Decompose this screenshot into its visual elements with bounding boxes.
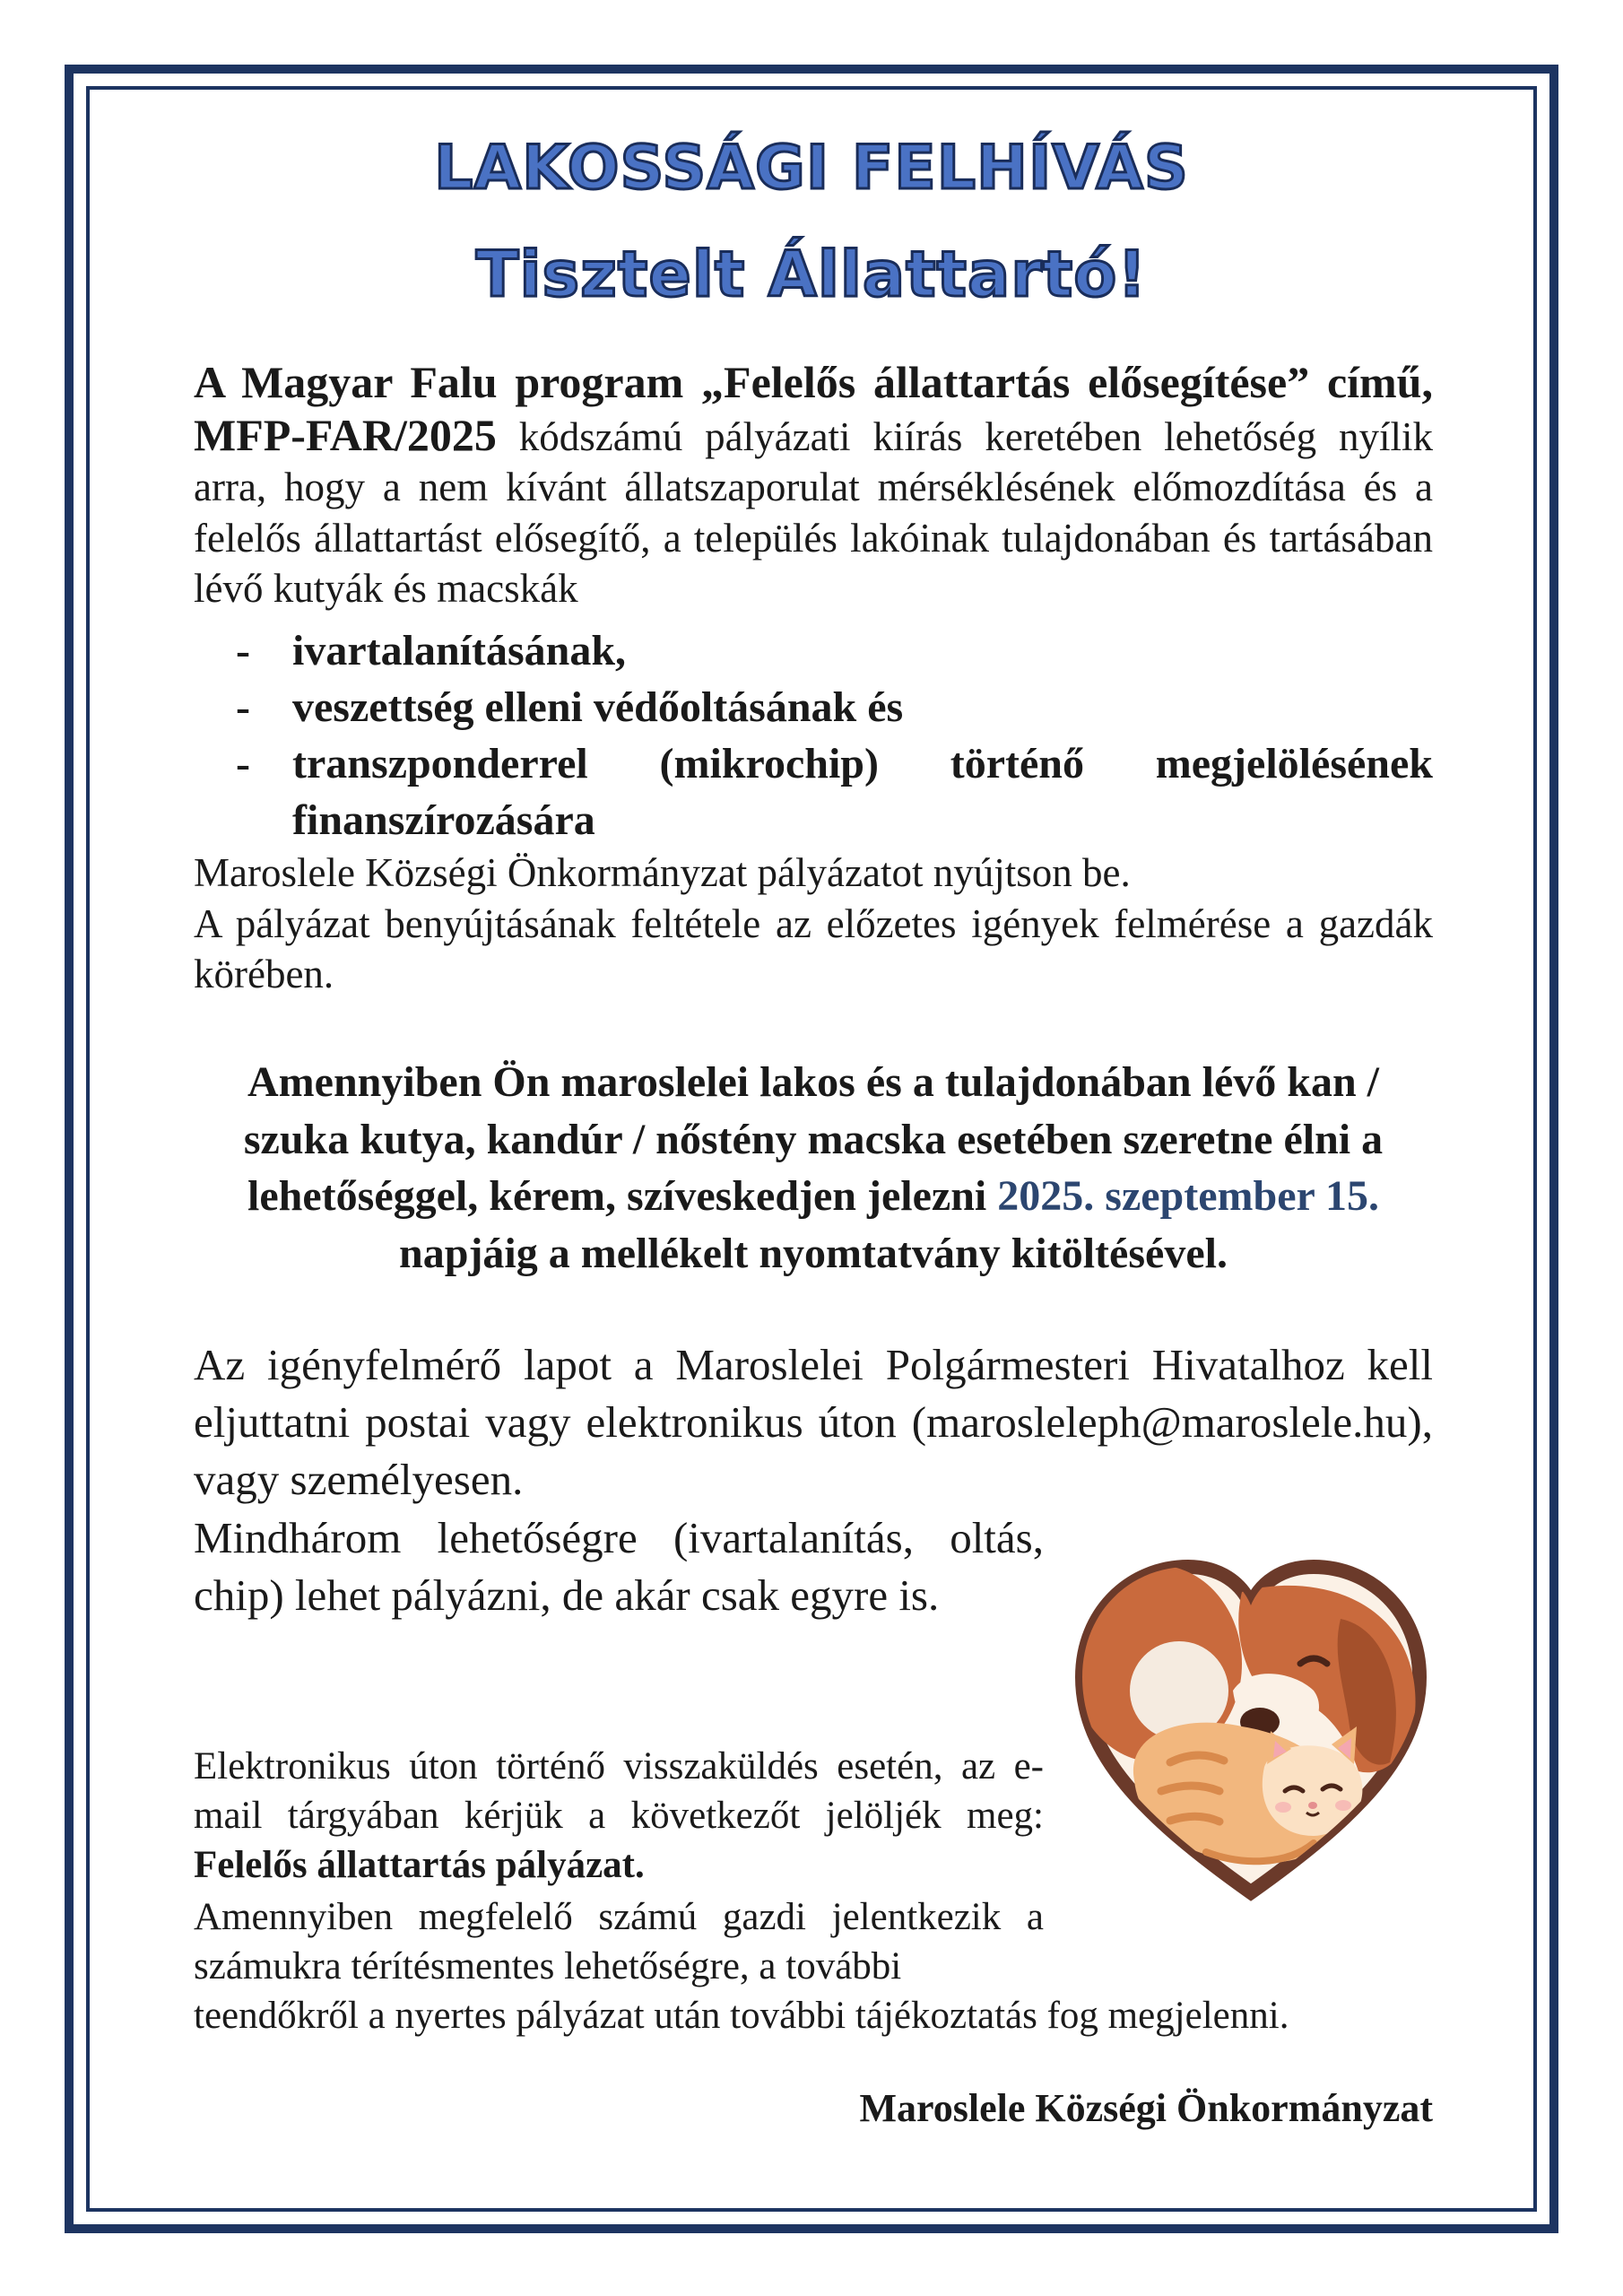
list-item-text: veszettség elleni védőoltásának és [292, 683, 904, 731]
funding-list [194, 622, 1433, 848]
list-item [194, 622, 1433, 679]
email-note-text: Elektronikus úton történő visszaküldés esetén, az e-mail tárgyában kérjük a következőt jelöljék meg: [194, 1745, 1044, 1837]
list-item [194, 735, 1433, 848]
list-dash: - [236, 627, 250, 674]
list-dash: - [236, 740, 250, 787]
intro-text: kódszámú pályázati kiírás keretében lehetőség nyílik arra, hogy a nem kívánt állatszaporulat mérséklésének előmozdítása és a felelős állattartást elősegítő, a település lakóinak tulajdonában és tartásában lévő kutyák és macskák [194, 413, 1433, 611]
list-dash: - [236, 683, 250, 731]
options-paragraph: Mindhárom lehetőségre (ivartalanítás, oltás, chip) lehet pályázni, de akár csak egyre is. [194, 1513, 1044, 1620]
condition-line: A pályázat benyújtásának feltétele az előzetes igények felmérése a gazdák körében. [194, 900, 1433, 996]
page-title: LAKOSSÁGI FELHÍVÁS [434, 133, 1189, 204]
notice-text-end: napjáig a mellékelt nyomtatvány kitöltésével. [399, 1229, 1228, 1277]
page-subtitle: Tisztelt Állattartó! [475, 238, 1148, 311]
after-list-text [194, 848, 1433, 1000]
signature: Maroslele Községi Önkormányzat [859, 2086, 1433, 2130]
application-line: Maroslele Községi Önkormányzat pályázatot nyújtson be. [194, 850, 1131, 895]
closing-text-narrow: Amennyiben megfelelő számú gazdi jelentkezik a számukra térítésmentes lehetőségre, a további [194, 1896, 1044, 1987]
email-note [194, 1742, 1044, 1890]
submission-paragraph: Az igényfelmérő lapot a Maroslelei Polgármesteri Hivatalhoz kell eljuttatni postai vagy elektronikus úton (marosleleph@maroslele.hu), vagy személyesen. [194, 1340, 1433, 1504]
email-subject: Felelős állattartás pályázat. [194, 1844, 645, 1886]
list-item [194, 679, 1433, 735]
closing-text-wide: teendőkről a nyertes pályázat után további tájékoztatás fog megjelenni. [194, 1995, 1289, 2037]
list-item-text: ivartalanításának, [292, 627, 627, 674]
intro-lead: A Magyar Falu program „Felelős állattartás elősegítése” című, MFP-FAR/2025 [194, 357, 1433, 460]
notice-text-start: Amennyiben Ön maroslelei lakos és a tulajdonában lévő kan / szuka kutya, kandúr / nőstény macska esetében szeretne élni a lehetőséggel, kérem, szíveskedjen jelezni [243, 1058, 1384, 1220]
deadline-date: 2025. szeptember 15. [997, 1172, 1379, 1220]
intro-paragraph [194, 357, 1433, 614]
highlight-notice [194, 1054, 1433, 1282]
closing-paragraph [194, 1892, 1433, 2040]
dog-and-cat-heart-icon [1072, 1556, 1430, 1906]
list-item-text: transzponderrel (mikrochip) történő megjelölésének finanszírozására [292, 740, 1433, 844]
